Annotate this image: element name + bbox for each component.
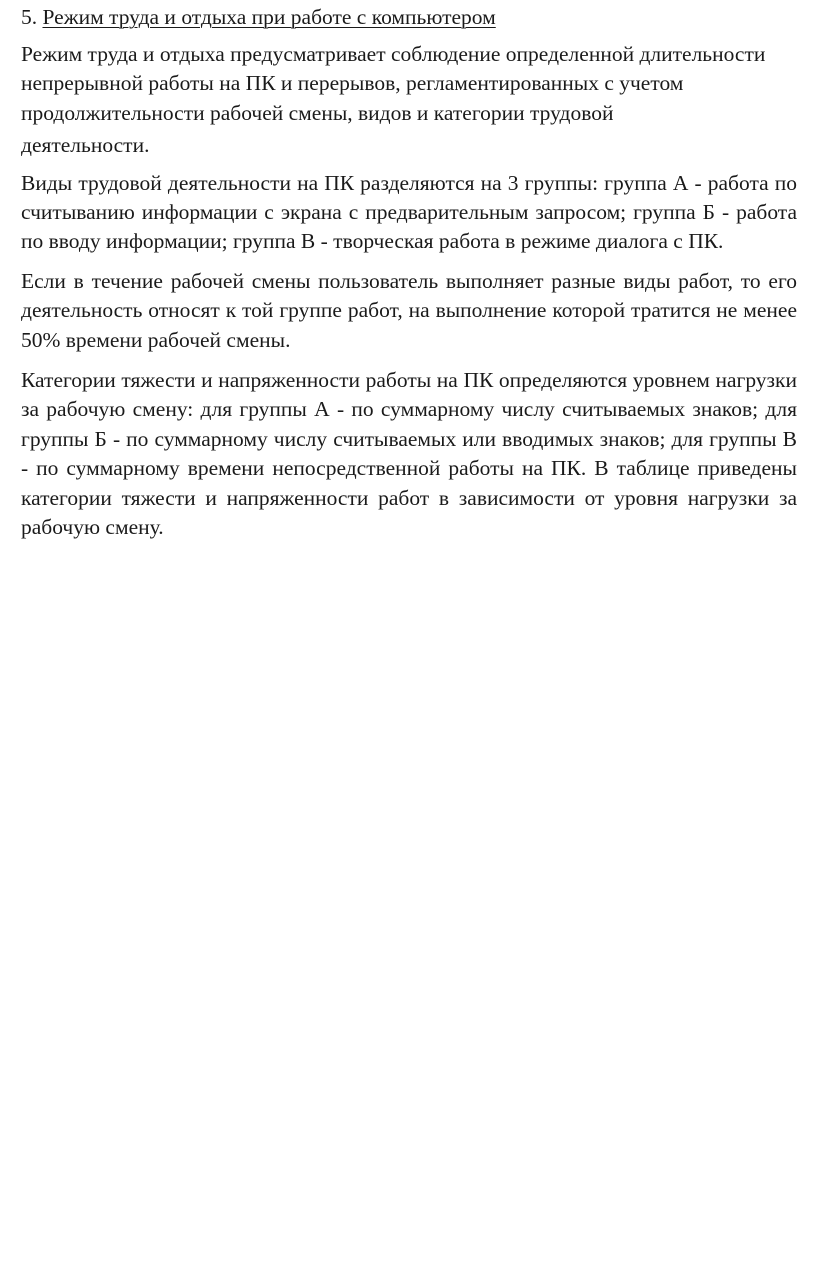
section-title: Режим труда и отдыха при работе с компьютером bbox=[42, 5, 496, 29]
section-heading bbox=[21, 0, 816, 32]
paragraph-work-rest-regime-text: Режим труда и отдыха предусматривает соблюдение определенной длительности непрерывной работы на ПК и перерывов, регламентированных с учетом продолжительности рабочей смены, видов и категории трудовой bbox=[21, 42, 766, 125]
paragraph-load-categories: Категории тяжести и напряженности работы на ПК определяются уровнем нагрузки за рабочую смену: для группы А - по суммарному числу считываемых знаков; для группы Б - по суммарному числу считываемых или вводимых знаков; для группы В - по суммарному времени непосредственной работы на ПК. В таблице приведены категории тяжести и напряженности работ в зависимости от уровня нагрузки за рабочую смену. bbox=[21, 368, 797, 540]
paragraph-work-rest-regime bbox=[21, 40, 813, 161]
section-number: 5. bbox=[21, 5, 38, 29]
paragraph-activity-groups: Виды трудовой деятельности на ПК разделяются на 3 группы: группа А - работа по считыванию информации с экрана с предварительным запросом; группа Б - работа по вводу информации; группа В - творческая работа в режиме диалога с ПК. bbox=[21, 170, 797, 254]
document-page bbox=[21, 0, 816, 543]
paragraph-mixed-work: Если в течение рабочей смены пользователь выполняет разные виды работ, то его деятельность относят к той группе работ, на выполнение которой тратится не менее 50% времени рабочей смены. bbox=[21, 268, 797, 352]
paragraph-work-rest-regime-tail: деятельности. bbox=[21, 133, 150, 158]
